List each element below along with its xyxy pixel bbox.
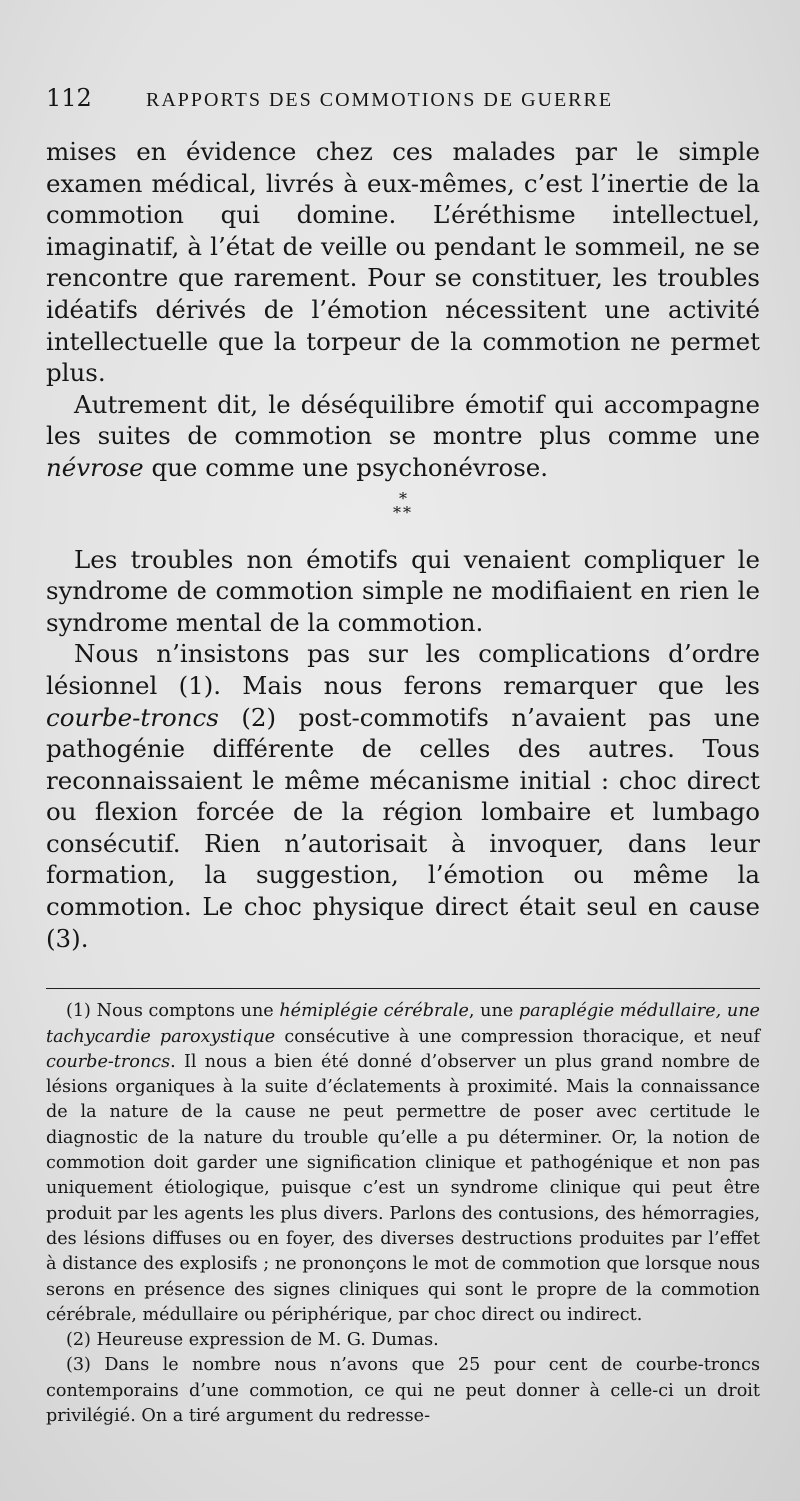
page-header: [46, 84, 760, 132]
section-divider-asterism: [46, 488, 760, 522]
footnote-1-emphasis-2: paraplégie médullaire, une tachycardie paroxystique: [46, 1001, 760, 1047]
paragraph-4-emphasis: courbe-troncs: [46, 702, 219, 732]
paragraph-4-text-a: Nous n’insistons pas sur les complications d’ordre lésionnel (1). Mais nous ferons remarquer que les: [46, 639, 760, 700]
footnote-1-text-b: , une: [468, 1001, 519, 1022]
paragraph-3: Les troubles non émotifs qui venaient compliquer le syndrome de commotion simple ne modifiaient en rien le syndrome mental de la commotion.: [46, 544, 760, 637]
footnote-1: [46, 999, 760, 1328]
footnotes: [46, 999, 760, 1429]
footnote-3: (3) Dans le nombre nous n’avons que 25 pour cent de courbe-troncs contemporains d’une commotion, ce qui ne peut donner à celle-ci un droit privilégié. On a tiré argument du redresse-: [46, 1355, 760, 1426]
spacer: [46, 530, 760, 544]
footnote-1-emphasis-3: courbe-troncs: [46, 1051, 171, 1072]
footnote-2: (2) Heureuse expression de M. G. Dumas.: [66, 1330, 439, 1351]
footnote-1-emphasis-1: hémiplégie cérébrale: [279, 1001, 469, 1022]
footnote-1-text-a: (1) Nous comptons une: [66, 1001, 280, 1022]
footnote-1-text-d: . Il nous a bien été donné d’observer un plus grand nombre de lésions organiques à la suite d’éclatements à proximité. Mais la connaissance de la nature de la cause ne peut permettre de poser avec certitude le diagnostic de la nature du trouble qu’elle a pu déterminer. Or, la notion de commotion doit garder une signification clinique et pathogénique et non pas uniquement étiologique, puisque c’est un syndrome clinique qui peut être produit par les agents les plus divers. Parlons des contusions, des hémorragies, des lésions diffuses ou en foyer, des diverses destructions produites par l’effet à distance des explosifs ; ne prononçons le mot de commotion que lorsque nous serons en présence des signes cliniques qui sont le propre de la commotion cérébrale, médullaire ou périphérique, par choc direct ou indirect.: [46, 1051, 760, 1325]
footnote-1-text-c: consécutive à une compression thoracique, et neuf: [275, 1026, 760, 1047]
paragraph-2-text-a: Autrement dit, le déséquilibre émotif qui accompagne les suites de commotion se montre plus comme une: [46, 389, 760, 451]
asterism-bottom: **: [393, 502, 413, 522]
paragraph-1: mises en évidence chez ces malades par le simple examen médical, livrés à eux-mêmes, c’est l’inertie de la commotion qui domine. L’éréthisme intellectuel, imaginatif, à l’état de veille ou pendant le sommeil, ne se rencontre que rarement. Pour se constituer, les troubles idéatifs dérivés de l’émotion nécessitent une activité intellectuelle que la torpeur de la commotion ne permet plus.: [46, 137, 760, 388]
footnote-rule: [46, 988, 760, 989]
paragraph-4-text-b: (2) post-commotifs n’avaient pas une pathogénie différente de celles des autres. Tous reconnaissaient le même mécanisme initial : choc direct ou flexion forcée de la région lombaire et lumbago consécutif. Rien n’autorisait à invoquer, dans leur formation, la suggestion, l’émotion ou même la commotion. Le choc physique direct était seul en cause (3).: [46, 702, 760, 953]
asterism-top: *: [399, 488, 407, 508]
running-head: RAPPORTS DES COMMOTIONS DE GUERRE: [146, 89, 614, 111]
paragraph-2-text-b: que comme une psychonévrose.: [143, 452, 549, 482]
main-text: [46, 136, 760, 954]
paragraph-4: [46, 638, 760, 954]
paragraph-2-emphasis: névrose: [46, 452, 144, 482]
paragraph-2: [46, 389, 760, 484]
page-number: 112: [46, 84, 92, 112]
